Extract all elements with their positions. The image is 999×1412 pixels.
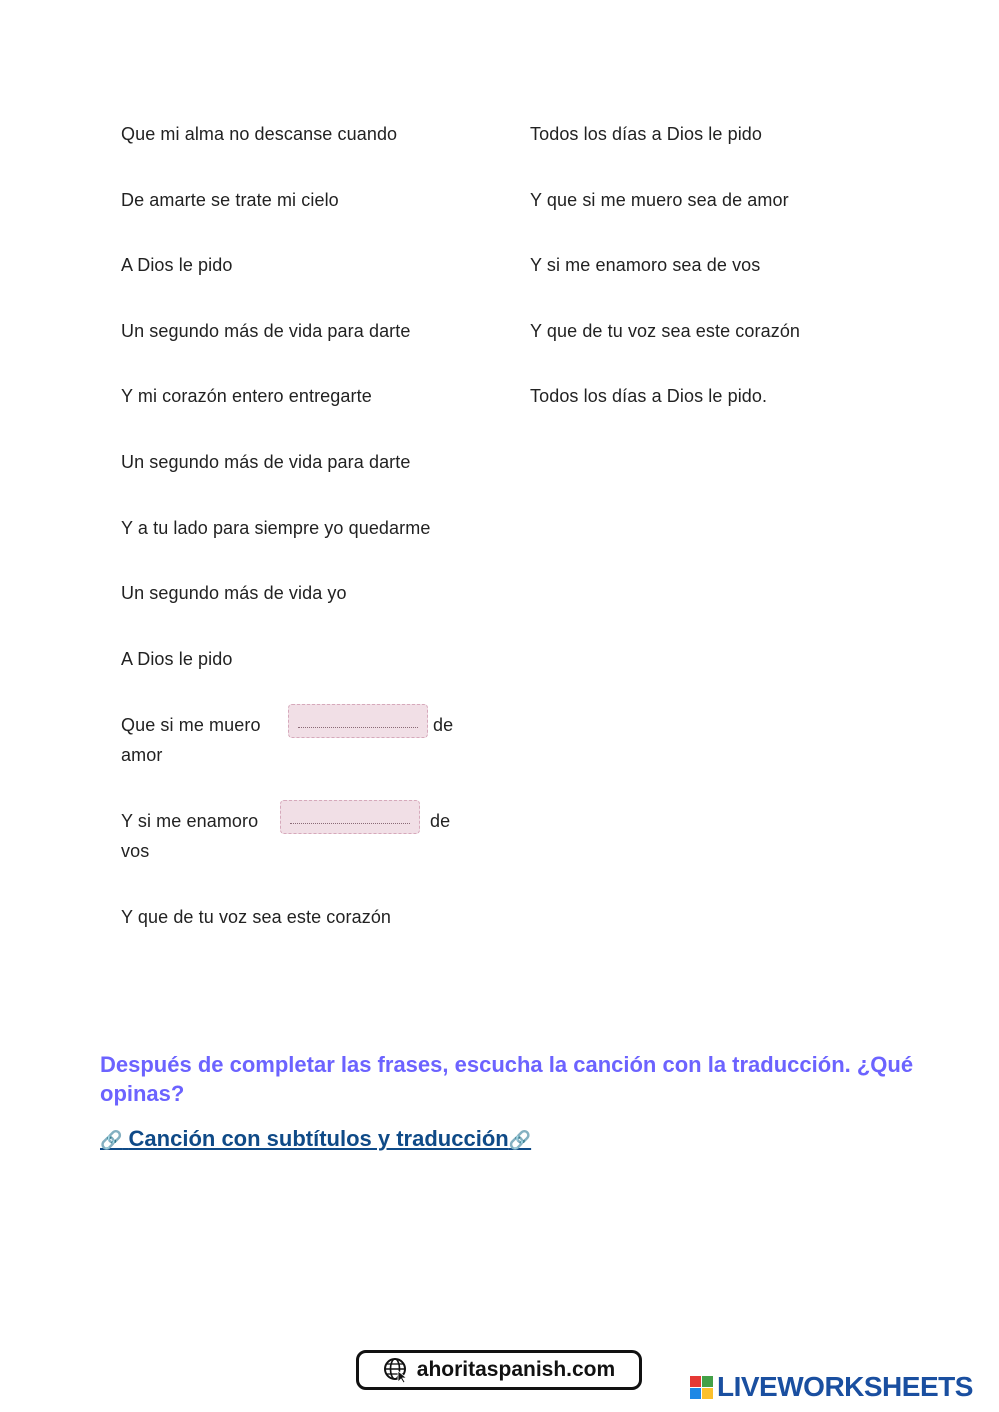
fill-line-text: de (430, 811, 451, 831)
fill-line-text: Que si me muero (121, 715, 261, 735)
lyric-line: Un segundo más de vida para darte (121, 321, 411, 341)
lyric-line: Que mi alma no descanse cuando (121, 124, 398, 144)
lyric-line: Y a tu lado para siempre yo quedarme (121, 518, 431, 538)
lyric-line: Un segundo más de vida para darte (121, 452, 411, 472)
lyric-line: Y mi corazón entero entregarte (121, 386, 372, 406)
lyric-line: Todos los días a Dios le pido (530, 124, 763, 144)
answer-blank-2[interactable] (280, 800, 420, 834)
fill-line-wrap: vos (121, 841, 150, 861)
globe-icon (383, 1357, 409, 1383)
lyric-line: A Dios le pido (121, 255, 233, 275)
lyric-line: Todos los días a Dios le pido. (530, 386, 768, 406)
site-name: ahoritaspanish.com (416, 1358, 616, 1381)
song-link[interactable] (100, 1126, 531, 1152)
liveworksheets-logo (690, 1372, 973, 1402)
lyric-line: Y que si me muero sea de amor (530, 190, 789, 210)
answer-blank-1[interactable] (288, 704, 428, 738)
song-link-label: Canción con subtítulos y traducción (128, 1126, 509, 1151)
lyric-line: Y que de tu voz sea este corazón (121, 907, 392, 927)
brand-name: LIVEWORKSHEETS (717, 1371, 973, 1402)
fill-line-text: Y si me enamoro (121, 811, 259, 831)
fill-line-wrap: amor (121, 745, 163, 765)
liveworksheets-icon (690, 1376, 713, 1399)
link-icon: 🔗 (100, 1130, 123, 1150)
fill-line-text: de (433, 715, 454, 735)
site-badge[interactable] (356, 1350, 642, 1390)
lyric-line: De amarte se trate mi cielo (121, 190, 339, 210)
lyric-line: Y que de tu voz sea este corazón (530, 321, 801, 341)
lyric-line: Y si me enamoro sea de vos (530, 255, 761, 275)
link-icon: 🔗 (508, 1130, 532, 1150)
lyric-line: A Dios le pido (121, 649, 233, 669)
lyric-line: Un segundo más de vida yo (121, 583, 347, 603)
instruction-question: Después de completar las frases, escucha la canción con la traducción. ¿Qué opinas? (100, 1052, 914, 1106)
